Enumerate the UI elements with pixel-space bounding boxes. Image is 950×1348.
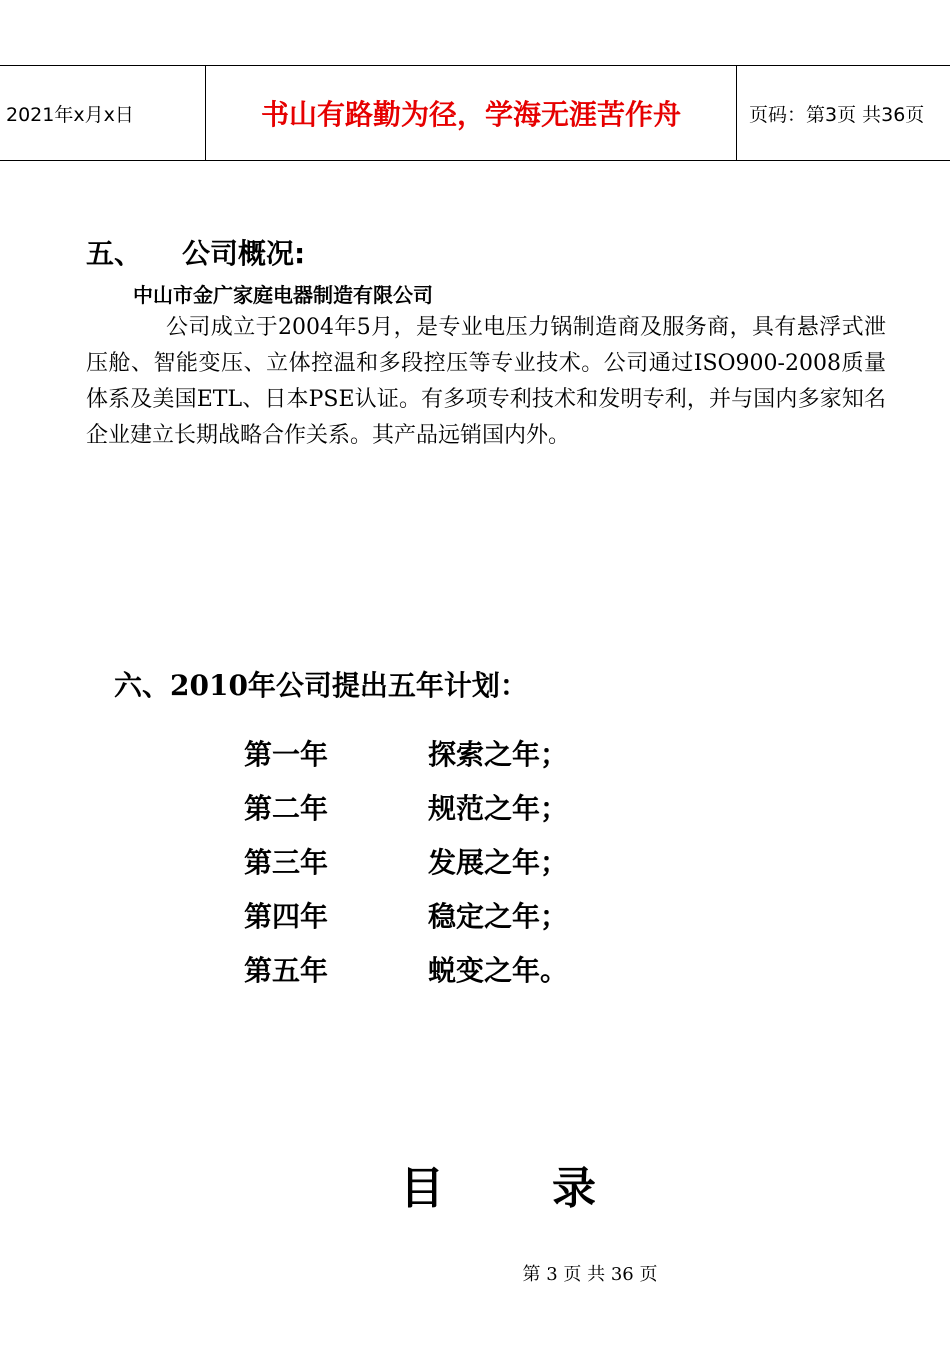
plan-theme: 发展之年； xyxy=(428,846,569,879)
plan-item xyxy=(244,888,568,942)
plan-item xyxy=(244,780,568,834)
plan-item xyxy=(244,726,568,780)
section-5-title: 公司概况: xyxy=(182,237,306,270)
toc-heading xyxy=(400,1152,596,1216)
header-motto: 书山有路勤为径，学海无涯苦作舟 xyxy=(206,66,737,160)
section-6-heading: 六、2010年公司提出五年计划： xyxy=(114,669,528,702)
company-description: 公司成立于2004年5月，是专业电压力锅制造商及服务商，具有悬浮式泄压舱、智能变压、立体控温和多段控压等专业技术。公司通过ISO900-2008质量体系及美国ETL、日本PSE认证。有多项专利技术和发明专利，并与国内多家知名企业建立长期战略合作关系。其产品远销国内外。 xyxy=(86,315,886,448)
plan-year: 第一年 xyxy=(244,738,329,771)
page-header xyxy=(0,65,950,161)
plan-item xyxy=(244,942,568,996)
five-year-plan-list xyxy=(244,726,568,996)
company-name: 中山市金广家庭电器制造有限公司 xyxy=(133,283,433,307)
plan-year: 第四年 xyxy=(244,900,329,933)
plan-year: 第三年 xyxy=(244,846,329,879)
plan-theme: 规范之年； xyxy=(428,792,569,825)
plan-year: 第二年 xyxy=(244,792,329,825)
plan-item xyxy=(244,834,568,888)
section-5-number: 五、 xyxy=(86,237,143,270)
section-5-heading xyxy=(86,232,305,272)
header-page-info: 页码：第3页 共36页 xyxy=(749,103,925,126)
plan-theme: 探索之年； xyxy=(428,738,569,771)
toc-char-1: 目 xyxy=(400,1163,444,1214)
header-date: 2021年x月x日 xyxy=(0,66,206,160)
toc-char-2: 录 xyxy=(552,1163,596,1214)
plan-theme: 稳定之年； xyxy=(428,900,569,933)
plan-year: 第五年 xyxy=(244,954,329,987)
plan-theme: 蜕变之年。 xyxy=(428,954,569,987)
page-footer: 第 3 页 共 36 页 xyxy=(522,1264,658,1285)
